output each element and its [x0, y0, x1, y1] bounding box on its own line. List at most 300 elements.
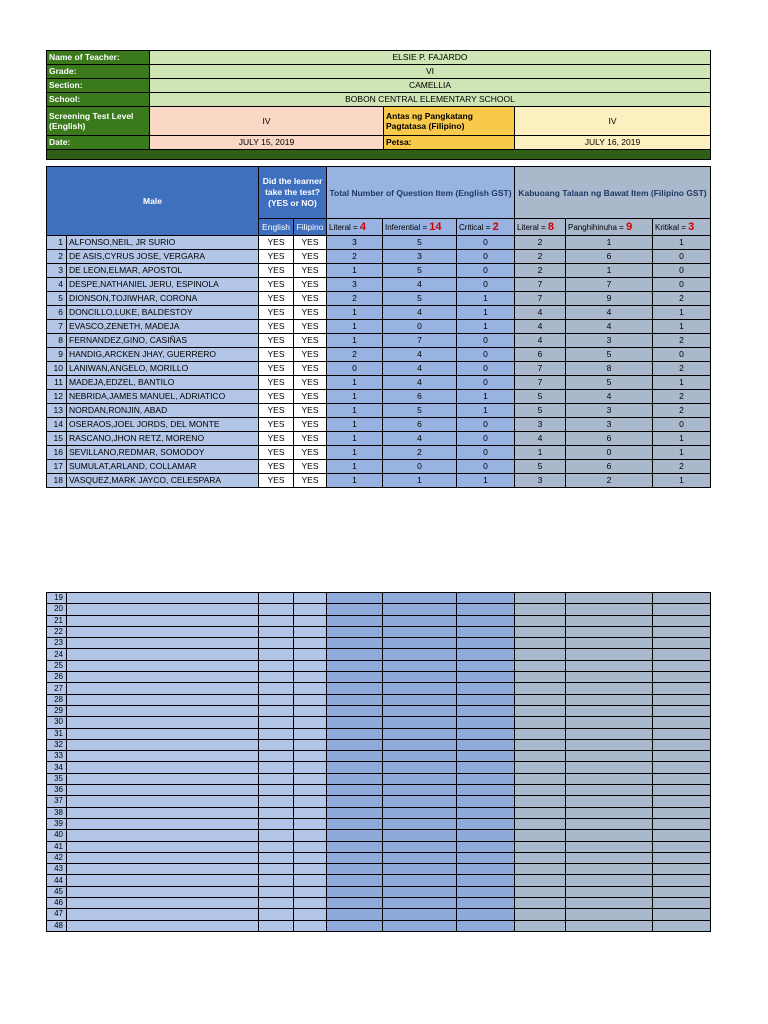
took-english[interactable] — [259, 751, 294, 762]
panghihinuha-score[interactable] — [566, 841, 653, 852]
took-english[interactable]: YES — [259, 348, 294, 362]
literal-en-score[interactable]: 3 — [327, 278, 383, 292]
critical-score[interactable] — [457, 728, 515, 739]
critical-score[interactable]: 1 — [457, 390, 515, 404]
literal-fil-score[interactable] — [515, 785, 566, 796]
took-filipino[interactable] — [294, 649, 327, 660]
critical-score[interactable]: 0 — [457, 348, 515, 362]
took-filipino[interactable]: YES — [294, 292, 327, 306]
kritikal-score[interactable]: 1 — [653, 446, 711, 460]
kritikal-score[interactable]: 2 — [653, 404, 711, 418]
took-english[interactable]: YES — [259, 264, 294, 278]
learner-name[interactable]: NORDAN,RONJIN, ABAD — [67, 404, 259, 418]
critical-score[interactable] — [457, 660, 515, 671]
literal-en-score[interactable] — [327, 830, 383, 841]
took-filipino[interactable] — [294, 615, 327, 626]
took-english[interactable]: YES — [259, 236, 294, 250]
learner-name[interactable] — [67, 875, 259, 886]
inferential-score[interactable]: 0 — [383, 320, 457, 334]
learner-name[interactable] — [67, 909, 259, 920]
learner-name[interactable] — [67, 852, 259, 863]
literal-fil-score[interactable] — [515, 818, 566, 829]
took-english[interactable] — [259, 626, 294, 637]
learner-name[interactable]: MADEJA,EDZEL, BANTILO — [67, 376, 259, 390]
kritikal-score[interactable] — [653, 615, 711, 626]
literal-en-score[interactable] — [327, 875, 383, 886]
literal-en-score[interactable] — [327, 807, 383, 818]
learner-name[interactable]: OSERAOS,JOEL JORDS, DEL MONTE — [67, 418, 259, 432]
critical-score[interactable]: 0 — [457, 376, 515, 390]
inferential-score[interactable]: 3 — [383, 250, 457, 264]
literal-fil-score[interactable]: 4 — [515, 320, 566, 334]
took-english[interactable] — [259, 593, 294, 604]
learner-name[interactable] — [67, 920, 259, 931]
literal-en-score[interactable] — [327, 638, 383, 649]
inferential-score[interactable] — [383, 728, 457, 739]
critical-score[interactable] — [457, 898, 515, 909]
literal-en-score[interactable]: 1 — [327, 404, 383, 418]
took-english[interactable]: YES — [259, 362, 294, 376]
learner-name[interactable] — [67, 717, 259, 728]
kritikal-score[interactable]: 0 — [653, 278, 711, 292]
literal-fil-score[interactable] — [515, 649, 566, 660]
critical-score[interactable]: 1 — [457, 306, 515, 320]
learner-name[interactable] — [67, 773, 259, 784]
panghihinuha-score[interactable] — [566, 875, 653, 886]
panghihinuha-score[interactable]: 6 — [566, 250, 653, 264]
learner-name[interactable] — [67, 841, 259, 852]
learner-name[interactable] — [67, 830, 259, 841]
literal-en-score[interactable] — [327, 785, 383, 796]
took-english[interactable] — [259, 683, 294, 694]
took-english[interactable] — [259, 886, 294, 897]
petsa-value[interactable]: JULY 16, 2019 — [515, 136, 711, 150]
took-filipino[interactable] — [294, 909, 327, 920]
literal-en-score[interactable] — [327, 796, 383, 807]
took-english[interactable] — [259, 762, 294, 773]
kritikal-score[interactable]: 1 — [653, 474, 711, 488]
literal-en-score[interactable] — [327, 694, 383, 705]
literal-en-score[interactable]: 1 — [327, 460, 383, 474]
took-filipino[interactable] — [294, 818, 327, 829]
critical-score[interactable] — [457, 604, 515, 615]
kritikal-score[interactable]: 1 — [653, 236, 711, 250]
literal-en-score[interactable] — [327, 660, 383, 671]
kritikal-score[interactable]: 0 — [653, 264, 711, 278]
inferential-score[interactable] — [383, 739, 457, 750]
took-filipino[interactable] — [294, 864, 327, 875]
took-filipino[interactable] — [294, 773, 327, 784]
literal-fil-score[interactable]: 6 — [515, 348, 566, 362]
inferential-score[interactable]: 5 — [383, 404, 457, 418]
literal-fil-score[interactable]: 2 — [515, 250, 566, 264]
inferential-score[interactable]: 6 — [383, 418, 457, 432]
section-value[interactable]: CAMELLIA — [150, 79, 711, 93]
took-english[interactable] — [259, 672, 294, 683]
literal-fil-score[interactable] — [515, 864, 566, 875]
literal-fil-score[interactable] — [515, 807, 566, 818]
panghihinuha-score[interactable]: 4 — [566, 306, 653, 320]
took-filipino[interactable] — [294, 660, 327, 671]
critical-score[interactable]: 0 — [457, 446, 515, 460]
took-english[interactable]: YES — [259, 320, 294, 334]
inferential-score[interactable] — [383, 751, 457, 762]
learner-name[interactable] — [67, 785, 259, 796]
kritikal-score[interactable] — [653, 830, 711, 841]
took-english[interactable]: YES — [259, 250, 294, 264]
literal-fil-score[interactable]: 5 — [515, 404, 566, 418]
panghihinuha-score[interactable] — [566, 886, 653, 897]
panghihinuha-score[interactable]: 0 — [566, 446, 653, 460]
literal-en-score[interactable] — [327, 898, 383, 909]
inferential-score[interactable]: 6 — [383, 390, 457, 404]
inferential-score[interactable] — [383, 898, 457, 909]
learner-name[interactable] — [67, 694, 259, 705]
learner-name[interactable]: ALFONSO,NEIL, JR SURIO — [67, 236, 259, 250]
learner-name[interactable]: DONCILLO,LUKE, BALDESTOY — [67, 306, 259, 320]
learner-name[interactable] — [67, 660, 259, 671]
took-english[interactable] — [259, 638, 294, 649]
literal-fil-score[interactable] — [515, 830, 566, 841]
panghihinuha-score[interactable] — [566, 909, 653, 920]
critical-score[interactable] — [457, 796, 515, 807]
took-english[interactable]: YES — [259, 376, 294, 390]
literal-en-score[interactable] — [327, 672, 383, 683]
kritikal-score[interactable]: 2 — [653, 390, 711, 404]
literal-fil-score[interactable] — [515, 672, 566, 683]
inferential-score[interactable] — [383, 773, 457, 784]
literal-fil-score[interactable] — [515, 898, 566, 909]
took-english[interactable]: YES — [259, 460, 294, 474]
kritikal-score[interactable] — [653, 875, 711, 886]
critical-score[interactable]: 0 — [457, 250, 515, 264]
inferential-score[interactable]: 4 — [383, 348, 457, 362]
literal-fil-score[interactable] — [515, 841, 566, 852]
inferential-score[interactable] — [383, 683, 457, 694]
learner-name[interactable] — [67, 864, 259, 875]
panghihinuha-score[interactable]: 1 — [566, 236, 653, 250]
literal-fil-score[interactable] — [515, 739, 566, 750]
literal-en-score[interactable]: 1 — [327, 418, 383, 432]
inferential-score[interactable] — [383, 841, 457, 852]
literal-en-score[interactable]: 1 — [327, 376, 383, 390]
critical-score[interactable] — [457, 593, 515, 604]
took-filipino[interactable]: YES — [294, 474, 327, 488]
took-filipino[interactable] — [294, 717, 327, 728]
kritikal-score[interactable] — [653, 626, 711, 637]
critical-score[interactable] — [457, 615, 515, 626]
date-value[interactable]: JULY 15, 2019 — [150, 136, 384, 150]
kritikal-score[interactable] — [653, 841, 711, 852]
took-filipino[interactable] — [294, 739, 327, 750]
inferential-score[interactable] — [383, 830, 457, 841]
took-filipino[interactable] — [294, 593, 327, 604]
panghihinuha-score[interactable]: 3 — [566, 404, 653, 418]
took-filipino[interactable]: YES — [294, 236, 327, 250]
took-english[interactable]: YES — [259, 446, 294, 460]
panghihinuha-score[interactable]: 2 — [566, 474, 653, 488]
panghihinuha-score[interactable] — [566, 920, 653, 931]
literal-en-score[interactable] — [327, 864, 383, 875]
literal-fil-score[interactable] — [515, 773, 566, 784]
literal-fil-score[interactable]: 3 — [515, 418, 566, 432]
critical-score[interactable] — [457, 818, 515, 829]
panghihinuha-score[interactable] — [566, 864, 653, 875]
took-english[interactable] — [259, 773, 294, 784]
critical-score[interactable] — [457, 909, 515, 920]
took-filipino[interactable]: YES — [294, 432, 327, 446]
literal-en-score[interactable]: 1 — [327, 474, 383, 488]
panghihinuha-score[interactable]: 6 — [566, 460, 653, 474]
learner-name[interactable] — [67, 593, 259, 604]
critical-score[interactable]: 1 — [457, 474, 515, 488]
literal-en-score[interactable]: 1 — [327, 446, 383, 460]
antas-value[interactable]: IV — [515, 107, 711, 136]
critical-score[interactable]: 1 — [457, 292, 515, 306]
literal-fil-score[interactable] — [515, 796, 566, 807]
kritikal-score[interactable] — [653, 773, 711, 784]
kritikal-score[interactable] — [653, 717, 711, 728]
inferential-score[interactable] — [383, 785, 457, 796]
learner-name[interactable] — [67, 626, 259, 637]
took-english[interactable] — [259, 920, 294, 931]
took-filipino[interactable] — [294, 604, 327, 615]
literal-en-score[interactable]: 0 — [327, 362, 383, 376]
took-filipino[interactable]: YES — [294, 348, 327, 362]
took-filipino[interactable] — [294, 830, 327, 841]
inferential-score[interactable] — [383, 626, 457, 637]
kritikal-score[interactable] — [653, 909, 711, 920]
literal-fil-score[interactable]: 2 — [515, 264, 566, 278]
kritikal-score[interactable] — [653, 818, 711, 829]
kritikal-score[interactable] — [653, 683, 711, 694]
took-filipino[interactable]: YES — [294, 306, 327, 320]
took-english[interactable]: YES — [259, 390, 294, 404]
took-filipino[interactable]: YES — [294, 264, 327, 278]
literal-en-score[interactable] — [327, 705, 383, 716]
learner-name[interactable]: EVASCO,ZENETH, MADEJA — [67, 320, 259, 334]
literal-fil-score[interactable] — [515, 909, 566, 920]
literal-en-score[interactable]: 2 — [327, 348, 383, 362]
literal-en-score[interactable] — [327, 818, 383, 829]
panghihinuha-score[interactable] — [566, 818, 653, 829]
panghihinuha-score[interactable] — [566, 898, 653, 909]
literal-fil-score[interactable] — [515, 920, 566, 931]
panghihinuha-score[interactable] — [566, 717, 653, 728]
kritikal-score[interactable] — [653, 649, 711, 660]
kritikal-score[interactable]: 2 — [653, 334, 711, 348]
kritikal-score[interactable] — [653, 728, 711, 739]
took-filipino[interactable] — [294, 875, 327, 886]
literal-fil-score[interactable]: 5 — [515, 460, 566, 474]
took-filipino[interactable]: YES — [294, 404, 327, 418]
learner-name[interactable] — [67, 762, 259, 773]
inferential-score[interactable] — [383, 875, 457, 886]
panghihinuha-score[interactable] — [566, 593, 653, 604]
literal-en-score[interactable] — [327, 762, 383, 773]
learner-name[interactable]: NEBRIDA,JAMES MANUEL, ADRIATICO — [67, 390, 259, 404]
inferential-score[interactable] — [383, 909, 457, 920]
panghihinuha-score[interactable] — [566, 807, 653, 818]
inferential-score[interactable] — [383, 762, 457, 773]
kritikal-score[interactable] — [653, 785, 711, 796]
critical-score[interactable] — [457, 852, 515, 863]
took-filipino[interactable]: YES — [294, 278, 327, 292]
literal-fil-score[interactable] — [515, 751, 566, 762]
inferential-score[interactable]: 2 — [383, 446, 457, 460]
learner-name[interactable]: VASQUEZ,MARK JAYCO, CELESPARA — [67, 474, 259, 488]
took-filipino[interactable] — [294, 762, 327, 773]
panghihinuha-score[interactable]: 5 — [566, 348, 653, 362]
critical-score[interactable] — [457, 751, 515, 762]
took-english[interactable]: YES — [259, 306, 294, 320]
literal-fil-score[interactable]: 3 — [515, 474, 566, 488]
learner-name[interactable]: FERNANDEZ,GINO, CASIÑAS — [67, 334, 259, 348]
literal-fil-score[interactable]: 7 — [515, 278, 566, 292]
literal-en-score[interactable]: 1 — [327, 320, 383, 334]
critical-score[interactable] — [457, 717, 515, 728]
critical-score[interactable] — [457, 672, 515, 683]
literal-en-score[interactable] — [327, 751, 383, 762]
took-english[interactable] — [259, 864, 294, 875]
panghihinuha-score[interactable] — [566, 660, 653, 671]
learner-name[interactable]: HANDIG,ARCKEN JHAY, GUERRERO — [67, 348, 259, 362]
literal-en-score[interactable] — [327, 717, 383, 728]
took-english[interactable] — [259, 660, 294, 671]
critical-score[interactable] — [457, 683, 515, 694]
learner-name[interactable] — [67, 615, 259, 626]
critical-score[interactable] — [457, 830, 515, 841]
took-english[interactable] — [259, 818, 294, 829]
inferential-score[interactable]: 1 — [383, 474, 457, 488]
learner-name[interactable] — [67, 751, 259, 762]
critical-score[interactable]: 0 — [457, 418, 515, 432]
panghihinuha-score[interactable]: 4 — [566, 390, 653, 404]
literal-fil-score[interactable] — [515, 638, 566, 649]
inferential-score[interactable]: 0 — [383, 460, 457, 474]
inferential-score[interactable]: 4 — [383, 362, 457, 376]
kritikal-score[interactable]: 1 — [653, 320, 711, 334]
learner-name[interactable] — [67, 649, 259, 660]
took-english[interactable] — [259, 739, 294, 750]
critical-score[interactable] — [457, 920, 515, 931]
learner-name[interactable] — [67, 705, 259, 716]
took-english[interactable]: YES — [259, 474, 294, 488]
kritikal-score[interactable] — [653, 920, 711, 931]
took-english[interactable] — [259, 705, 294, 716]
kritikal-score[interactable]: 0 — [653, 418, 711, 432]
literal-fil-score[interactable]: 7 — [515, 292, 566, 306]
took-english[interactable] — [259, 796, 294, 807]
panghihinuha-score[interactable] — [566, 683, 653, 694]
critical-score[interactable] — [457, 739, 515, 750]
literal-en-score[interactable] — [327, 593, 383, 604]
panghihinuha-score[interactable] — [566, 604, 653, 615]
panghihinuha-score[interactable] — [566, 739, 653, 750]
literal-en-score[interactable]: 1 — [327, 306, 383, 320]
literal-en-score[interactable] — [327, 626, 383, 637]
literal-fil-score[interactable] — [515, 604, 566, 615]
took-filipino[interactable]: YES — [294, 418, 327, 432]
teacher-value[interactable]: ELSIE P. FAJARDO — [150, 51, 711, 65]
kritikal-score[interactable]: 1 — [653, 376, 711, 390]
took-english[interactable] — [259, 615, 294, 626]
kritikal-score[interactable] — [653, 898, 711, 909]
literal-fil-score[interactable]: 1 — [515, 446, 566, 460]
literal-fil-score[interactable]: 4 — [515, 432, 566, 446]
took-filipino[interactable] — [294, 751, 327, 762]
literal-fil-score[interactable] — [515, 762, 566, 773]
kritikal-score[interactable] — [653, 751, 711, 762]
learner-name[interactable] — [67, 886, 259, 897]
literal-fil-score[interactable] — [515, 875, 566, 886]
panghihinuha-score[interactable] — [566, 649, 653, 660]
panghihinuha-score[interactable] — [566, 705, 653, 716]
learner-name[interactable] — [67, 739, 259, 750]
literal-fil-score[interactable]: 2 — [515, 236, 566, 250]
panghihinuha-score[interactable]: 8 — [566, 362, 653, 376]
literal-fil-score[interactable] — [515, 615, 566, 626]
literal-fil-score[interactable]: 5 — [515, 390, 566, 404]
literal-en-score[interactable]: 2 — [327, 250, 383, 264]
kritikal-score[interactable]: 2 — [653, 460, 711, 474]
critical-score[interactable]: 0 — [457, 362, 515, 376]
critical-score[interactable] — [457, 705, 515, 716]
inferential-score[interactable] — [383, 638, 457, 649]
learner-name[interactable]: DIONSON,TOJIWHAR, CORONA — [67, 292, 259, 306]
critical-score[interactable]: 1 — [457, 320, 515, 334]
literal-en-score[interactable] — [327, 841, 383, 852]
took-filipino[interactable] — [294, 626, 327, 637]
kritikal-score[interactable] — [653, 672, 711, 683]
took-filipino[interactable] — [294, 683, 327, 694]
screening-value[interactable]: IV — [150, 107, 384, 136]
took-english[interactable]: YES — [259, 418, 294, 432]
kritikal-score[interactable] — [653, 604, 711, 615]
panghihinuha-score[interactable] — [566, 830, 653, 841]
literal-fil-score[interactable] — [515, 705, 566, 716]
literal-fil-score[interactable]: 7 — [515, 362, 566, 376]
critical-score[interactable]: 0 — [457, 236, 515, 250]
learner-name[interactable] — [67, 683, 259, 694]
kritikal-score[interactable] — [653, 660, 711, 671]
critical-score[interactable] — [457, 694, 515, 705]
took-filipino[interactable] — [294, 728, 327, 739]
took-filipino[interactable]: YES — [294, 460, 327, 474]
literal-en-score[interactable] — [327, 773, 383, 784]
literal-fil-score[interactable] — [515, 660, 566, 671]
took-filipino[interactable] — [294, 807, 327, 818]
critical-score[interactable]: 0 — [457, 460, 515, 474]
literal-fil-score[interactable] — [515, 886, 566, 897]
kritikal-score[interactable] — [653, 807, 711, 818]
inferential-score[interactable] — [383, 886, 457, 897]
kritikal-score[interactable]: 1 — [653, 432, 711, 446]
panghihinuha-score[interactable]: 5 — [566, 376, 653, 390]
took-english[interactable] — [259, 694, 294, 705]
inferential-score[interactable] — [383, 864, 457, 875]
panghihinuha-score[interactable] — [566, 852, 653, 863]
kritikal-score[interactable]: 2 — [653, 292, 711, 306]
took-english[interactable] — [259, 649, 294, 660]
took-filipino[interactable]: YES — [294, 376, 327, 390]
took-english[interactable]: YES — [259, 334, 294, 348]
literal-fil-score[interactable] — [515, 593, 566, 604]
literal-fil-score[interactable] — [515, 683, 566, 694]
took-english[interactable]: YES — [259, 292, 294, 306]
took-english[interactable] — [259, 717, 294, 728]
literal-en-score[interactable]: 1 — [327, 334, 383, 348]
